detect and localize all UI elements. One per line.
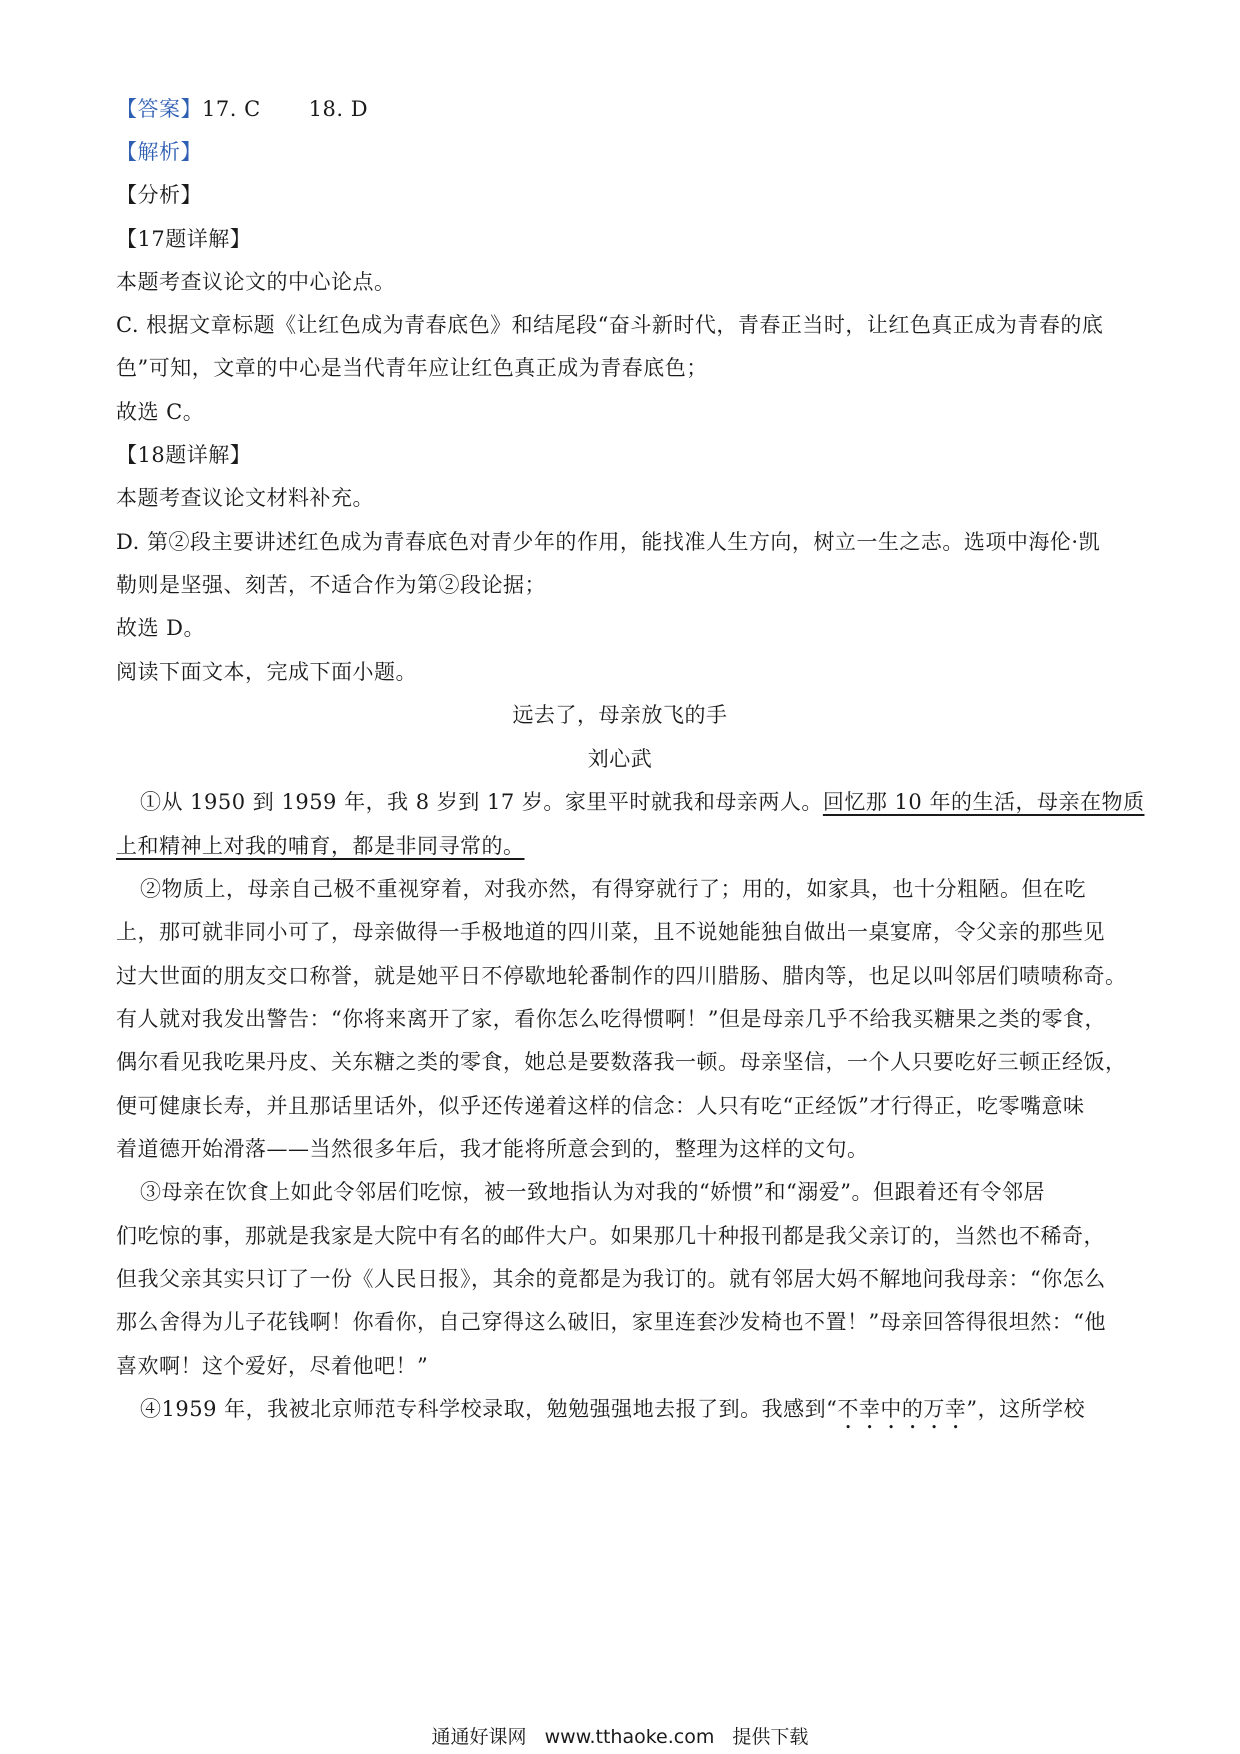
p1-text: ①从 1950 到 1959 年，我 8 岁到 17 岁。家里平时就我和母亲两人。: [140, 790, 823, 814]
q18-line: 勒则是坚强、刻苦，不适合作为第②段论据；: [116, 573, 546, 597]
q18-line: 本题考查议论文材料补充。: [116, 486, 374, 510]
q17-line: 故选 C。: [116, 400, 205, 424]
p1-underlined: 回忆那 10 年的生活，母亲在物质: [822, 790, 1145, 814]
q18-line: 故选 D。: [116, 616, 206, 640]
p2-line: ②物质上，母亲自己极不重视穿着，对我亦然，有得穿就行了；用的，如家具，也十分粗陋。但在吃: [140, 877, 1086, 901]
p4-emphasis: 不幸中的万幸: [837, 1397, 967, 1421]
p2-line: 上，那可就非同小可了，母亲做得一手极地道的四川菜，且不说她能独自做出一桌宴席，令父亲的那些见: [116, 920, 1105, 944]
q17-heading: 【17题详解】: [116, 227, 252, 251]
p4-text: ”，这所学校: [966, 1397, 1086, 1421]
article-author: 刘心武: [587, 747, 653, 771]
answer-q18: 18. D: [308, 97, 369, 121]
p3-line: ③母亲在饮食上如此令邻居们吃惊，被一致地指认为对我的“娇惯”和“溺爱”。但跟着还有令邻居: [140, 1180, 1045, 1204]
paragraph-1-cont: [116, 832, 1126, 860]
p4-text: ④1959 年，我被北京师范专科学校录取，勉勉强强地去报了到。我感到“: [140, 1397, 838, 1421]
p2-line: 便可健康长寿，并且那话里话外，似乎还传递着这样的信念：人只有吃“正经饭”才行得正，吃零嘴意味: [116, 1094, 1085, 1118]
p2-line: 有人就对我发出警告：“你将来离开了家，看你怎么吃得惯啊！”但是母亲几乎不给我买糖果之类的零食，: [116, 1007, 1106, 1031]
answer-label: 【答案】: [116, 97, 202, 121]
p2-line: 过大世面的朋友交口称誉，就是她平日不停歇地轮番制作的四川腊肠、腊肉等，也足以叫邻居们啧啧称奇。: [116, 964, 1127, 988]
p3-line: 那么舍得为儿子花钱啊！你看你，自己穿得这么破旧，家里连套沙发椅也不置！”母亲回答得很坦然：“他: [116, 1310, 1106, 1334]
p1-underlined: 上和精神上对我的哺育，都是非同寻常的。: [116, 834, 525, 858]
article-title: 远去了，母亲放飞的手: [512, 703, 728, 727]
q17-line: C. 根据文章标题《让红色成为青春底色》和结尾段“奋斗新时代，青春正当时，让红色真正成为青春的底: [116, 313, 1104, 337]
footer-site: 通通好课网: [431, 1726, 527, 1748]
p3-line: 们吃惊的事，那就是我家是大院中有名的邮件大户。如果那几十种报刊都是我父亲订的，当然也不稀奇，: [116, 1224, 1105, 1248]
reading-instruction: 阅读下面文本，完成下面小题。: [116, 660, 417, 684]
q18-line: D. 第②段主要讲述红色成为青春底色对青少年的作用，能找准人生方向，树立一生之志。选项中海伦·凯: [116, 530, 1101, 554]
p2-line: 偶尔看见我吃果丹皮、关东糖之类的零食，她总是要数落我一顿。母亲坚信，一个人只要吃好三顿正经饭，: [116, 1050, 1127, 1074]
answer-q17: 17. C: [202, 97, 261, 121]
q17-line: 本题考查议论文的中心论点。: [116, 270, 396, 294]
answer-line: [116, 95, 1126, 123]
page-footer: [0, 1722, 1240, 1749]
footer-note: 提供下载: [732, 1726, 809, 1748]
paragraph-1: [140, 788, 1145, 816]
p3-line: 喜欢啊！这个爱好，尽着他吧！”: [116, 1354, 429, 1378]
q18-heading: 【18题详解】: [116, 443, 252, 467]
p2-line: 着道德开始滑落——当然很多年后，我才能将所意会到的，整理为这样的文句。: [116, 1137, 869, 1161]
analysis-label: 【解析】: [116, 140, 202, 164]
footer-url[interactable]: www.tthaoke.com: [544, 1726, 715, 1748]
paragraph-4: [140, 1395, 1126, 1434]
fenxi-label: 【分析】: [116, 183, 202, 207]
p3-line: 但我父亲其实只订了一份《人民日报》，其余的竟都是为我订的。就有邻居大妈不解地问我母亲：“你怎么: [116, 1267, 1106, 1291]
q17-line: 色”可知，文章的中心是当代青年应让红色真正成为青春底色；: [116, 356, 708, 380]
